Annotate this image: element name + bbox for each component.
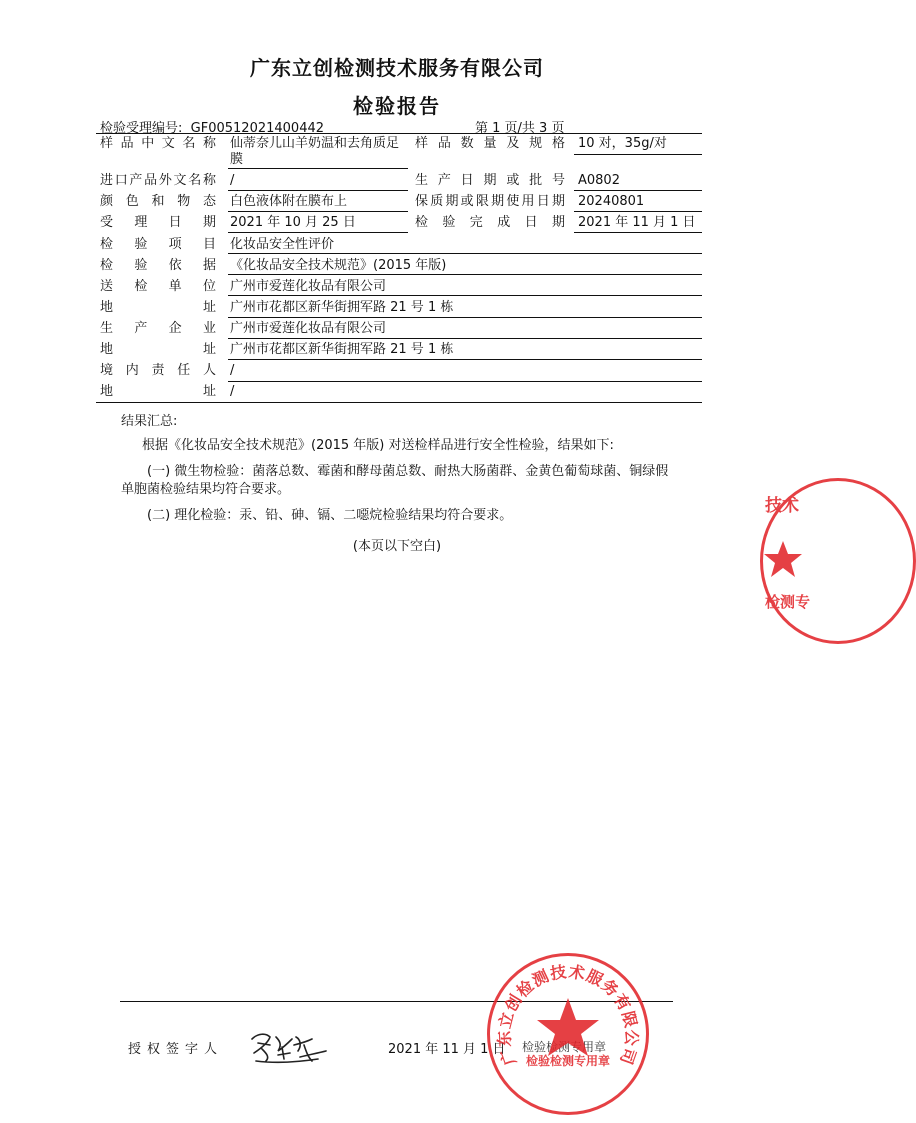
underline bbox=[574, 154, 702, 155]
summary-item-chemistry: (二) 理化检验：汞、铅、砷、镉、二噁烷检验结果均符合要求。 bbox=[147, 508, 513, 523]
underline bbox=[228, 168, 408, 169]
value-expiry: 20240801 bbox=[578, 194, 645, 209]
underline bbox=[228, 274, 702, 275]
official-seal bbox=[487, 953, 649, 1115]
underline bbox=[228, 338, 702, 339]
value-foreign-name: / bbox=[230, 173, 235, 188]
label-test-item: 检验项目 bbox=[100, 237, 216, 252]
label-submitter: 送检单位 bbox=[100, 279, 216, 294]
seal-ring-text: 广东立创检测技术服务有限公司 bbox=[494, 961, 642, 1068]
table-bottom-rule bbox=[96, 402, 702, 403]
label-agent-address: 地址 bbox=[100, 384, 216, 399]
value-submitter: 广州市爱莲化妆品有限公司 bbox=[230, 279, 387, 294]
underline bbox=[574, 211, 702, 212]
company-name: 广东立创检测技术服务有限公司 bbox=[250, 56, 544, 80]
underline bbox=[228, 232, 408, 233]
seal-caption: 检验检测专用章 bbox=[522, 1040, 607, 1054]
label-manufacturer: 生产企业 bbox=[100, 321, 216, 336]
label-expiry: 保质期或限期使用日期 bbox=[415, 194, 565, 209]
signer-label: 授权签字人 bbox=[128, 1042, 224, 1057]
underline bbox=[228, 190, 408, 191]
label-foreign-name: 进口产品外文名称 bbox=[100, 173, 216, 188]
value-sample-name: 仙蒂奈儿山羊奶温和去角质足膜 bbox=[230, 136, 400, 167]
edge-seal bbox=[760, 478, 916, 644]
report-meta bbox=[100, 117, 700, 136]
edge-seal-text-bottom: 检测专 bbox=[765, 593, 811, 611]
value-manufacturer: 广州市爱莲化妆品有限公司 bbox=[230, 321, 387, 336]
label-accept-date: 受理日期 bbox=[100, 215, 216, 230]
star-icon bbox=[537, 998, 599, 1056]
underline bbox=[228, 359, 702, 360]
underline bbox=[228, 295, 702, 296]
blank-note: (本页以下空白) bbox=[352, 539, 442, 554]
underline bbox=[228, 381, 702, 382]
label-submitter-address: 地址 bbox=[100, 300, 216, 315]
report-title: 检验报告 bbox=[353, 94, 441, 118]
handwritten-signature bbox=[248, 1027, 330, 1067]
label-complete-date: 检验完成日期 bbox=[415, 215, 565, 230]
value-manufacturer-address: 广州市花都区新华街拥军路 21 号 1 栋 bbox=[230, 342, 454, 357]
page-indicator: 第 1 页/共 3 页 bbox=[475, 121, 565, 136]
label-manufacturer-address: 地址 bbox=[100, 342, 216, 357]
underline bbox=[228, 253, 702, 254]
summary-heading: 结果汇总: bbox=[121, 414, 178, 429]
value-agent-address: / bbox=[230, 384, 235, 399]
label-batch: 生产日期或批号 bbox=[415, 173, 565, 188]
accept-number: 检验受理编号: GF00512021400442 bbox=[100, 121, 325, 136]
star-icon bbox=[763, 539, 803, 579]
summary-intro: 根据《化妆品安全技术规范》(2015 年版) 对送检样品进行安全性检验，结果如下: bbox=[142, 438, 614, 453]
label-sample-name: 样品中文名称 bbox=[100, 136, 216, 151]
value-submitter-address: 广州市花都区新华街拥军路 21 号 1 栋 bbox=[230, 300, 454, 315]
value-color-state: 白色液体附在膜布上 bbox=[230, 194, 348, 209]
table-top-rule bbox=[96, 133, 702, 134]
value-complete-date: 2021 年 11 月 1 日 bbox=[578, 215, 696, 230]
seal-band-text: 检验检测专用章 bbox=[525, 1054, 610, 1068]
value-test-item: 化妆品安全性评价 bbox=[230, 237, 335, 252]
edge-seal-text-top: 技术 bbox=[765, 496, 799, 516]
label-quantity-spec: 样品数量及规格 bbox=[415, 136, 565, 151]
label-test-basis: 检验依据 bbox=[100, 258, 216, 273]
underline bbox=[228, 211, 408, 212]
label-color-state: 颜色和物态 bbox=[100, 194, 216, 209]
value-domestic-agent: / bbox=[230, 363, 235, 378]
summary-item-microbiology: (一) 微生物检验：菌落总数、霉菌和酵母菌总数、耐热大肠菌群、金黄色葡萄球菌、铜绿假单胞菌检验结果均符合要求。 bbox=[121, 464, 669, 497]
value-batch: A0802 bbox=[578, 173, 620, 188]
label-domestic-agent: 境内责任人 bbox=[100, 363, 216, 378]
value-accept-date: 2021 年 10 月 25 日 bbox=[230, 215, 356, 230]
underline bbox=[228, 317, 702, 318]
underline bbox=[574, 232, 702, 233]
value-test-basis: 《化妆品安全技术规范》(2015 年版) bbox=[230, 258, 447, 273]
value-quantity-spec: 10 对，35g/对 bbox=[578, 136, 667, 151]
underline bbox=[574, 190, 702, 191]
sign-date: 2021 年 11 月 1 日 bbox=[388, 1042, 506, 1057]
